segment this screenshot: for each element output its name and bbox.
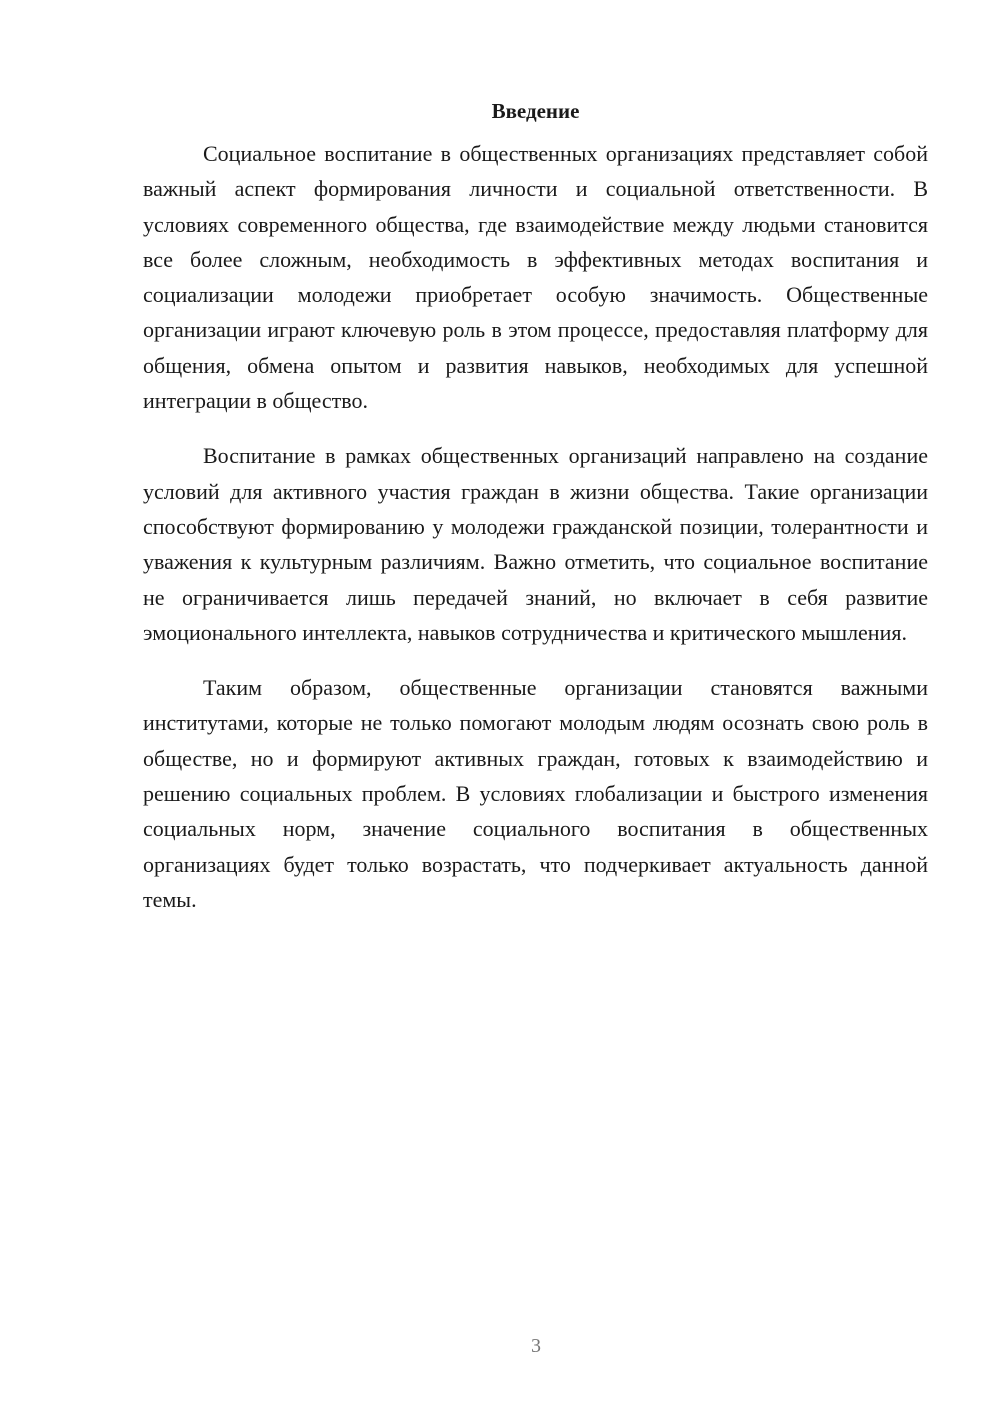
paragraph-3: Таким образом, общественные организации становятся важными институтами, которые не только помогают молодым людям осознать свою роль в обществе, но и формируют активных граждан, готовых к взаимодействию и решению социальных проблем. В условиях глобализации и быстрого изменения социальных норм, значение социального воспитания в общественных организациях будет только возрастать, что подчеркивает актуальность данной темы.	[143, 675, 928, 912]
document-body	[143, 96, 928, 937]
paragraph-1: Социальное воспитание в общественных организациях представляет собой важный аспект формирования личности и социальной ответственности. В условиях современного общества, где взаимодействие между людьми становится все более сложным, необходимость в эффективных методах воспитания и социализации молодежи приобретает особую значимость. Общественные организации играют ключевую роль в этом процессе, предоставляя платформу для общения, обмена опытом и развития навыков, необходимых для успешной интеграции в общество.	[143, 141, 928, 414]
paragraph-2: Воспитание в рамках общественных организаций направлено на создание условий для активного участия граждан в жизни общества. Такие организации способствуют формированию у молодежи гражданской позиции, толерантности и уважения к культурным различиям. Важно отметить, что социальное воспитание не ограничивается лишь передачей знаний, но включает в себя развитие эмоционального интеллекта, навыков сотрудничества и критического мышления.	[143, 443, 928, 645]
page-title: Введение	[491, 99, 580, 123]
page-number: 3	[531, 1335, 541, 1357]
